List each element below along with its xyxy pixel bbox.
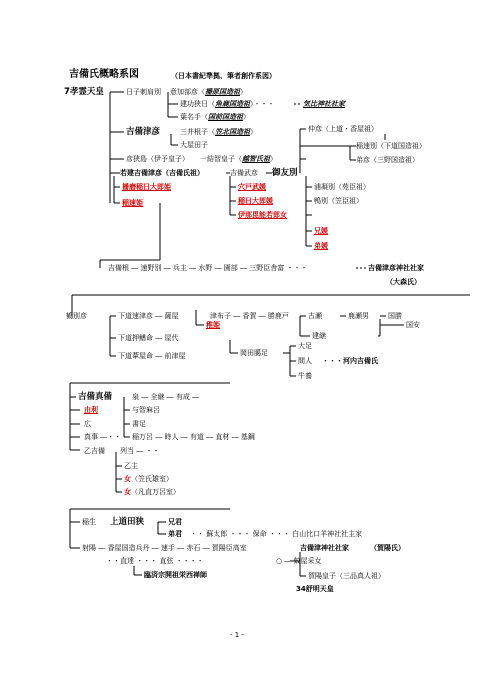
person-kibi-makibi: 吉備真備 [78,392,113,402]
person-tsurugi: 一結智皇子（越智氏祖） [200,155,277,163]
person-tokihime: 稚姫 [206,321,220,329]
person-shosoku: 書足 [132,420,146,428]
person-shimomichi-hayatsu: 下道速津彦 ― 薩屋 [118,312,179,320]
person-koyama: 古瀬 [308,312,322,320]
person-kuniyasu: 国安 [406,321,420,329]
hakusan-shrine-lineage: ・・ 蘇太郎 ・・・ 保命 ・・・ 白山比口羊神社社主家 [190,530,363,538]
person-hyoji: 真事 ―・・ [84,433,122,441]
page-number: - 1 - [230,631,244,639]
person-tsubakuro: 津布子 ― 香賀 ― 勝鹿戸 [210,312,289,320]
person-naoshi-lineage: ・・直達 ・・・ 直弦 ・・・・ [106,557,204,565]
person-nakahiko: 仲彦（上道・香屋祖） [308,125,378,133]
person-hikosashima: 日子刺肩別 [126,88,161,96]
person-izumi: 泉 ― 全継 ― 有成 ― [132,393,200,401]
person-otokimi: 乙主 [124,462,138,470]
page-title: 吉備氏概略系図 [69,69,139,80]
person-hiro: 広 [84,420,91,428]
person-reshi: 列当 ― ・・ [120,447,160,455]
person-ihoye: 稲日大郎媛 [238,197,273,205]
person-wakatakehiko: 若建吉備津彦（吉備氏祖） [120,169,204,177]
person-sabashima: 彦狭島（伊予皇子） [126,155,189,163]
page-subtitle: （日本書紀準拠、筆者創作系図） [171,72,276,80]
person-tatehiko: 建功狭日（角鹿国造祖）・・・ [180,100,275,108]
person-yuri: 由利 [84,406,98,414]
person-kaya-prince: 賀陽皇子（三品真人祖） [308,572,385,580]
person-inahaya: 稲速別（下道国造祖） [356,142,426,150]
person-yanomote: 葉名手（国前国造祖） [180,113,250,121]
person-otokimi-2: 弟君 [168,530,182,538]
person-hatsube: 鶴別彦 [66,312,87,320]
person-inawaka: 稲生 [82,518,96,526]
person-otohiko: 弟彦（三野国造祖） [356,156,419,164]
person-sanoa: 鹿瀬男 [348,312,369,320]
person-monobe: 岡田臈足 [240,349,268,357]
person-shimomichi-ashiya: 下道葦屋命 ― 前津屋 [118,352,186,360]
person-kaya-uneme: ○ ― 蚊屋采女 [276,557,322,565]
person-kenko: 建継 [312,332,326,340]
kehi-shrine-family: 気比神社社家 [303,100,345,108]
kibitsu-shrine-family: 吉備津神社社家 [300,544,349,552]
person-otoyako: 大屋田子 [180,141,208,149]
person-enhime: 兄媛 [314,227,328,235]
person-kibitake: 吉備武彦 [230,169,258,177]
person-yobaimaro: 与智麻呂 [132,406,160,414]
person-kibitsuhiko: 吉備津彦 [126,127,161,137]
person-mitomo: 御友別 [272,168,298,178]
person-omikimi: 兄君 [168,518,182,526]
person-onna-2: 女（凡直万呂室） [124,488,180,496]
person-eisai: 臨済宗開祖栄西禅師 [144,571,207,579]
person-ushikai: 牛養 [298,372,312,380]
person-hiwake: 播磨稲日大郎姫 [122,183,171,191]
person-hinaba: 稲速姫 [122,199,143,207]
omori-clan: （大森氏） [386,278,421,286]
person-isechin: 伊那毘能若郎女 [238,211,287,219]
person-urako: 浦凝別（苑臣祖） [314,183,370,191]
person-shimomichi-oshiyu: 下道押鰭命 ― 屋代 [118,334,179,342]
person-onna-1: 女（笠氏雄室） [124,475,173,483]
person-ohira: 大足 [298,342,312,350]
person-kamitsumichi-tasa: 上道田狭 [110,517,145,527]
person-ikoma-lineage: 射陽 ― 香屋国造兵丹 ― 速手 ― 赤石 ― 賀陽臣高室 [82,544,247,552]
lineage-kibine: 吉備根 ― 速野別 ― 兵主 ― 水野 ― 園部 ― 三野臣舎富 ・・・ [108,264,308,272]
person-otohime: 弟媛 [314,242,328,250]
kibitsuhiko-shrine-family: 吉備津彦神社社家 [368,264,424,272]
person-iohara: 意加部彦（播原国造祖） [170,88,247,96]
person-otokibi: 乙吉備 [84,447,105,455]
emperor-korei: 7孝霊天皇 [64,87,104,97]
person-anatakehiko: 穴戸武媛 [238,183,266,191]
emperor-jomei: 34舒明天皇 [296,585,334,593]
person-seki: 間人 [298,357,312,365]
person-kamowake: 鴨別（笠臣祖） [314,197,363,205]
person-miinone: 三井根子（笠北国造祖） [180,128,257,136]
kaya-clan: （賀陽氏） [370,544,405,552]
person-kokuga: 国勝 [388,312,402,320]
person-inanomaro: 稲万呂 ― 時人 ― 有道 ― 直材 ― 基鋼 [132,433,255,441]
kawachi-kibi-clan: ・・・河内吉備氏 [322,357,378,365]
